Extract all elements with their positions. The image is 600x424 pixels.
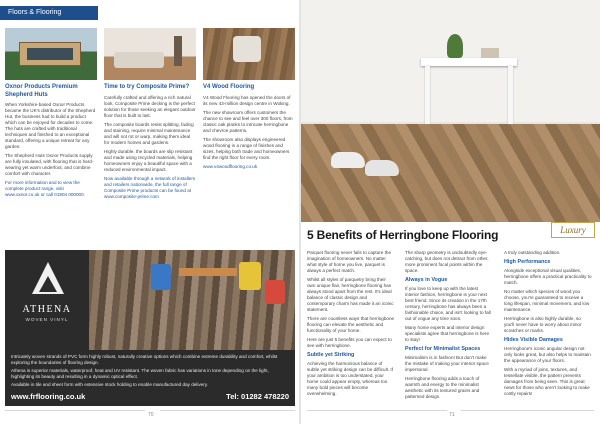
article-paragraph: The composite boards resist splitting, fading and staining, require minimal maintenance and will not rot or warp, making them ideal for modern homes and gardens. [104,121,194,145]
athena-advert [5,250,295,406]
paragraph: Here are just 5 benefits you can expect to see with herringbone. [307,337,392,348]
article-paragraph: V4 Wood Flooring has opened the doors of its new 43-million design centre in Woking. [203,94,291,106]
athena-logo [5,250,89,350]
bench-top-shape [421,58,517,66]
article-paragraph: Highly durable, the boards are slip resistant and made using recycled materials, helping homeowners enjoy a beautiful space with a reduced environmental impact. [104,148,193,172]
article-column-2 [405,250,493,403]
article-title: V4 Wood Flooring [203,84,255,90]
hero-image-herringbone [301,0,600,222]
ad-text: Available in tile and sheet form with extensive stock holding to enable manufactured day delivery. [11,382,208,387]
left-page [0,0,299,424]
paragraph: Herringbone is also highly durable, so you'll never have to worry about minor scratches or marks. [504,316,582,333]
hut-window [27,48,73,60]
page-number: 71 [449,412,455,418]
subheading: High Performance [504,259,551,265]
page-number: 70 [148,412,154,418]
section-tag: Floors & Flooring [0,6,98,20]
chair-shape [233,36,261,62]
ad-brand: ATHENA [22,304,72,315]
sneaker-shape [331,152,365,168]
paragraph: A truly outstanding addition. [504,250,561,255]
article-image-shepherd-hut [5,28,97,80]
article-link[interactable]: www.v4woodflooring.co.uk [203,163,258,169]
paragraph: The sharp geometry is undoubtedly eye-catching, but does not detract from other, more prominent focal points within the space. [405,250,489,273]
paragraph: There are countless ways that herringbone flooring can elevate the aesthetic and functionality of your home. [307,316,395,333]
paragraph: Many home experts and interior design specialists agree that herringbone is here to stay! [405,325,490,342]
article-column-1 [307,250,395,400]
article-v4-wood [203,28,295,260]
paragraph: Herringbone's iconic angular design not only looks great, but also helps to maintain the appearance of your floors. [504,346,591,363]
article-oxnor [5,28,97,260]
paragraph: Parquet flooring never fails to capture the imagination of homeowners. No matter what style of home you live, parquet is always a perfect match. [307,250,392,273]
ad-telephone: Tel: 01282 478220 [226,392,289,401]
sofa-shape [114,52,164,68]
article-link[interactable]: Now available through a network of installers and retailers nationwide, the full range of Composite Prime products can be found at www.composite-prime.com [104,175,196,199]
subheading: Always in Vogue [405,277,448,283]
article-image-living-room [104,28,196,80]
subheading: Subtle yet Striking [307,352,355,358]
bench-leg-shape [508,66,513,124]
paragraph: If you love to keep up with the latest interior fashion, herringbone is your next best friend. Since its creation in the 17th century, herringbone has always been a fashionable choice, and isn't looking to fall out of vogue any time soon. [405,286,491,321]
article-headline: 5 Benefits of Herringbone Flooring [307,228,499,242]
ad-photo-dining [89,250,295,350]
athena-logo-inner-icon [39,276,57,292]
plant-shape [447,34,463,58]
luxury-badge-label: Luxury [560,225,586,235]
lamp-shape [174,36,182,66]
blue-chair-shape [151,264,171,290]
ad-text: Intricately woven strands of PVC form highly robust, naturally creative options which combine extreme durability and comfort, whilst exploring the boundaries of flooring design. [11,354,278,365]
footer-rule [461,410,594,411]
table-shape [179,268,237,276]
subheading: Perfect for Minimalist Spaces [405,346,481,352]
article-column-3 [504,250,592,400]
paragraph: Achieving the harmonious balance of subtle yet striking design can be difficult. If your ambition is too understated, your home could appear empty, whereas too many bold pieces will become overwhelming. [307,361,393,396]
yellow-chair-shape [239,262,261,290]
article-paragraph: The new showroom offers customers the chance to see and feel over 300 floors, from classic oak planks to intricate herringbone and chevron patterns. [203,109,293,133]
paragraph: No matter which species of wood you choose, you're guaranteed to receive a long lifespan, minimal movement, and low maintenance. [504,289,590,312]
ad-website-link[interactable]: www.frflooring.co.uk [11,392,86,401]
footer-rule [307,410,447,411]
paragraph: Herringbone flooring adds a touch of warmth and energy to the minimalist aesthetic with its textured grains and patterned design. [405,376,480,399]
book-shape [481,48,499,58]
article-link[interactable]: For more information and to view the complete product range, visit www.oxnor.co.uk or call 01904 000000. [5,180,85,197]
article-title: Oxnor Products Premium Shepherd Huts [5,84,78,98]
article-paragraph: Carefully crafted and offering a rich natural look, Composite Prime decking is the perfect solution for those seeking an elegant outdoor floor that is built to last. [104,94,196,118]
sneaker-shape [365,160,399,176]
ad-brand-sub: WOVEN VINYL [25,317,69,322]
right-page [301,0,600,424]
bench-leg-shape [425,66,430,124]
footer-rule [5,410,145,411]
paragraph: Alongside exceptional visual qualities, herringbone offers a practical practicality to match. [504,268,592,285]
article-paragraph: The showroom also displays engineered wood flooring in a range of finishes and sizes, helping both trade and homeowners find the right floor for every room. [203,136,290,160]
article-title: Time to try Composite Prime? [104,84,190,90]
footer-rule [160,410,295,411]
subheading: Hides Visible Damages [504,337,563,343]
herringbone-floor-shape [301,124,600,222]
article-image-wood-floor [203,28,295,80]
paragraph: With a myriad of joins, textures, and tessellate visible, the pattern prevents damages from being seen. This is great news for those who aren't looking to make costly repairs! [504,367,590,396]
paragraph: Minimalism is in fashion! But don't make the mistake of making your interior space impersonal. [405,355,489,372]
ad-text: Athena is superior materials, waterproof, heat and UV resistant. The woven fabric has variations in tone depending on the light, highlighting its beauty and resulting in a dynamic optical effect. [11,368,269,379]
red-chair-shape [265,280,285,304]
article-composite-prime [104,28,196,260]
luxury-badge [551,222,595,238]
article-paragraph: The Shepherd Huts Oxnor Products supply are fully insulated, with flooring that is hard-wearing yet warm underfoot, and combine comfort with character. [5,153,94,176]
paragraph: Whilst all styles of parquetry bring their own unique flair, herringbone flooring has always stood apart from the rest. It's ideal balance of classic design and contemporary charm has made it an iconic statement. [307,277,394,312]
article-paragraph: When Yorkshire-based Oxnor Products became the UK's distributor of the Shepherd Hut, the business had to build a product which can be enjoyed for decades to come. The huts are crafted with traditional techniques and finished to an exceptional standard, offering a unique retreat for any garden. [5,102,96,149]
